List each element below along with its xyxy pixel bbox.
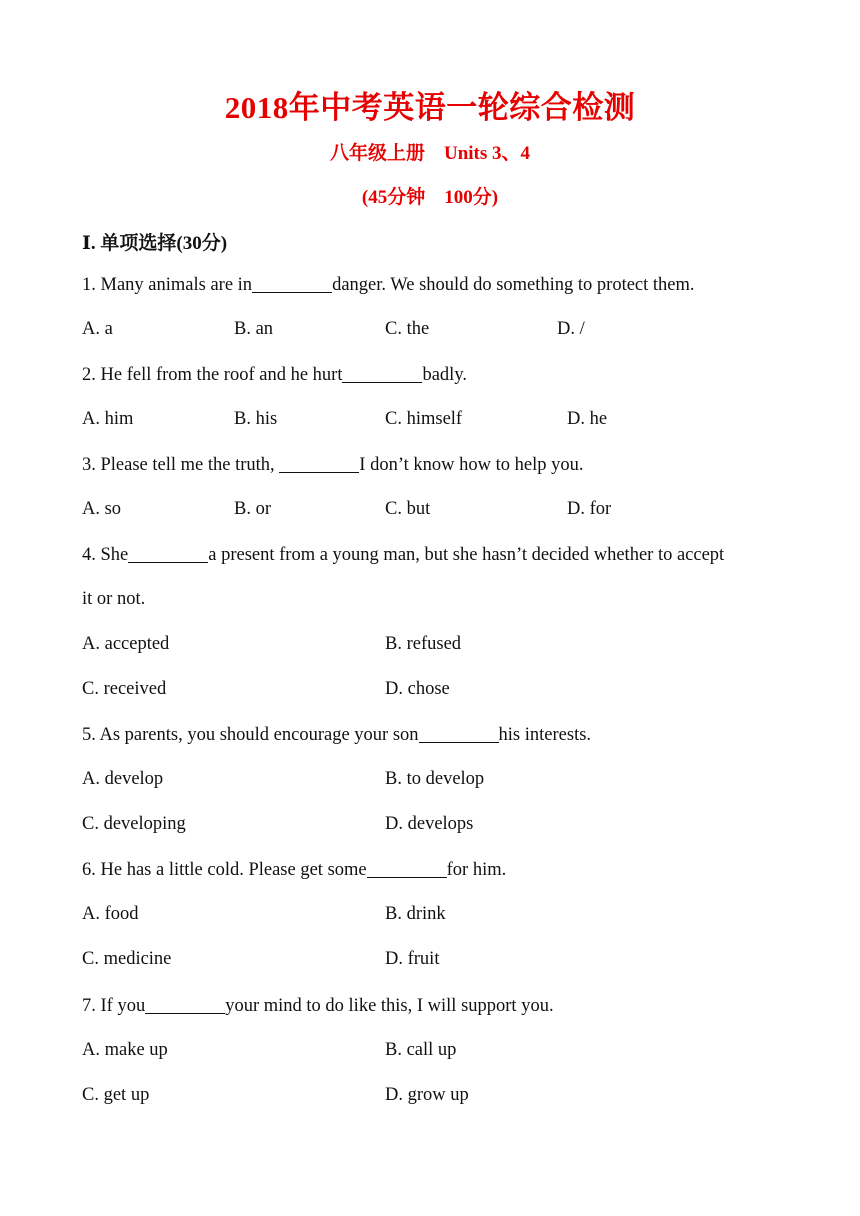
- option-d: D. for: [567, 499, 612, 519]
- option-c: C. get up: [82, 1085, 150, 1105]
- question-5: [82, 724, 591, 746]
- option-c: C. medicine: [82, 949, 172, 969]
- option-c: C. developing: [82, 814, 186, 834]
- option-d: D. he: [567, 409, 608, 429]
- option-a: A. make up: [82, 1040, 168, 1060]
- question-4: [82, 544, 724, 566]
- option-b: B. an: [234, 319, 274, 339]
- answer-blank: [128, 544, 208, 563]
- option-a: A. food: [82, 904, 139, 924]
- answer-blank: [342, 364, 422, 383]
- option-c: C. the: [385, 319, 430, 339]
- question-text-after: danger. We should do something to protect them.: [332, 275, 695, 295]
- answer-blank: [145, 995, 225, 1014]
- question-text-before: She: [100, 545, 129, 565]
- option-a: A. develop: [82, 769, 164, 789]
- question-number: 6.: [82, 860, 96, 880]
- question-text-before: He fell from the roof and he hurt: [100, 365, 343, 385]
- question-text-after: your mind to do like this, I will support you.: [225, 996, 554, 1016]
- option-b: B. his: [234, 409, 278, 429]
- question-3: [82, 454, 584, 476]
- question-number: 3.: [82, 455, 96, 475]
- exam-subtitle: 八年级上册 Units 3、4: [329, 143, 531, 164]
- question-2: [82, 364, 467, 386]
- option-b: B. or: [234, 499, 271, 519]
- question-text-after: a present from a young man, but she hasn’t decided whether to accept: [208, 545, 725, 565]
- question-6: [82, 859, 506, 881]
- option-a: A. him: [82, 409, 134, 429]
- exam-time-score: (45分钟 100分): [361, 187, 499, 208]
- option-c: C. but: [385, 499, 431, 519]
- question-text-after: his interests.: [498, 725, 592, 745]
- question-text-before: As parents, you should encourage your son: [99, 725, 419, 745]
- answer-blank: [367, 859, 447, 878]
- question-number: 5.: [82, 725, 96, 745]
- question-number: 4.: [82, 545, 96, 565]
- question-text-after: badly.: [422, 365, 467, 385]
- option-a: A. accepted: [82, 634, 170, 654]
- question-number: 1.: [82, 275, 96, 295]
- question-text-after: I don’t know how to help you.: [359, 455, 584, 475]
- option-c: C. received: [82, 679, 167, 699]
- option-c: C. himself: [385, 409, 463, 429]
- question-4-continuation: it or not.: [82, 589, 146, 609]
- answer-blank: [279, 454, 359, 473]
- question-7: [82, 995, 554, 1017]
- option-d: D. fruit: [385, 949, 440, 969]
- question-text-before: Many animals are in: [100, 275, 253, 295]
- question-number: 7.: [82, 996, 96, 1016]
- question-text-after: for him.: [446, 860, 507, 880]
- option-d: D. /: [557, 319, 585, 339]
- question-number: 2.: [82, 365, 96, 385]
- answer-blank: [252, 274, 332, 293]
- question-text-before: Please tell me the truth,: [100, 455, 280, 475]
- option-d: D. develops: [385, 814, 474, 834]
- option-d: D. grow up: [385, 1085, 469, 1105]
- option-a: A. so: [82, 499, 122, 519]
- answer-blank: [419, 724, 499, 743]
- option-b: B. refused: [385, 634, 462, 654]
- option-b: B. drink: [385, 904, 446, 924]
- question-text-before: He has a little cold. Please get some: [100, 860, 367, 880]
- exam-title: 2018年中考英语一轮综合检测: [224, 90, 636, 125]
- option-b: B. to develop: [385, 769, 485, 789]
- question-1: [82, 274, 695, 296]
- option-a: A. a: [82, 319, 113, 339]
- option-d: D. chose: [385, 679, 450, 699]
- option-b: B. call up: [385, 1040, 457, 1060]
- section-heading: Ⅰ. 单项选择(30分): [82, 233, 228, 254]
- question-text-before: If you: [100, 996, 146, 1016]
